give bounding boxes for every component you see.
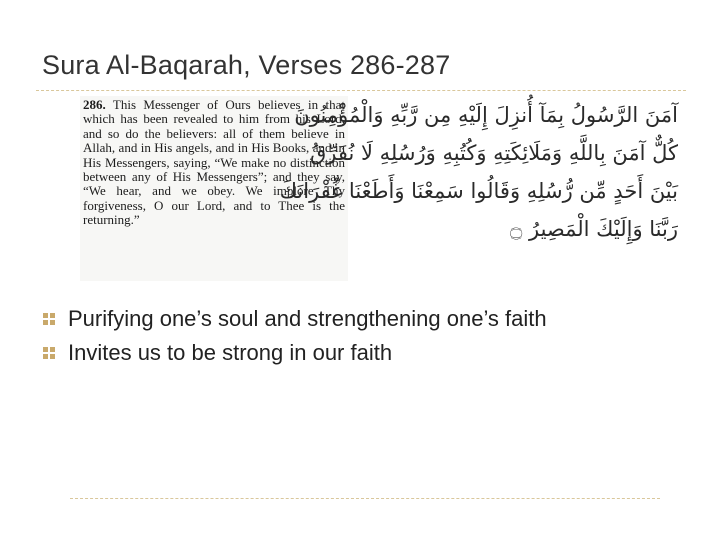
arabic-line: كُلٌّ آمَنَ بِاللَّهِ وَمَلَائِكَتِهِ وَكُتُبِهِ وَرُسُلِهِ لَا نُفَرِّقُ (310, 141, 678, 165)
verse-arabic-text-image (279, 96, 680, 266)
footer-divider (70, 498, 660, 499)
verse-english-text: This Messenger of Ours believes in that which has been revealed to him from his Lord, and so do the believers: all of them believe in Allah, and in His angels, and in His Books, and in His Messengers, saying, “We make no distinction between any of His Messengers”; and they say, “We hear, and we obey. We implore Thy forgiveness, O our Lord, and to Thee is the returning.” (83, 97, 346, 228)
bullet-item (42, 336, 547, 370)
slide-title: Sura Al-Baqarah, Verses 286-287 (42, 50, 451, 80)
arabic-line: رَبَّنَا وَإِلَيْكَ الْمَصِيرُ ۝ (510, 217, 678, 241)
bullet-item (42, 302, 547, 336)
bullet-square-icon (42, 346, 56, 360)
bullet-text: Purifying one’s soul and strengthening one’s faith (68, 306, 547, 331)
verse-number: 286. (83, 97, 106, 112)
bullet-text: Invites us to be strong in our faith (68, 340, 393, 365)
arabic-line: بَيْنَ أَحَدٍ مِّن رُّسُلِهِ وَقَالُوا سَمِعْنَا وَأَطَعْنَا غُفْرَانَكَ (279, 179, 678, 203)
arabic-line: آمَنَ الرَّسُولُ بِمَآ أُنزِلَ إِلَيْهِ مِن رَّبِّهِ وَالْمُؤْمِنُونَ (294, 103, 678, 127)
title-divider (36, 90, 686, 91)
bullet-square-icon (42, 312, 56, 326)
bullet-list (42, 302, 547, 370)
